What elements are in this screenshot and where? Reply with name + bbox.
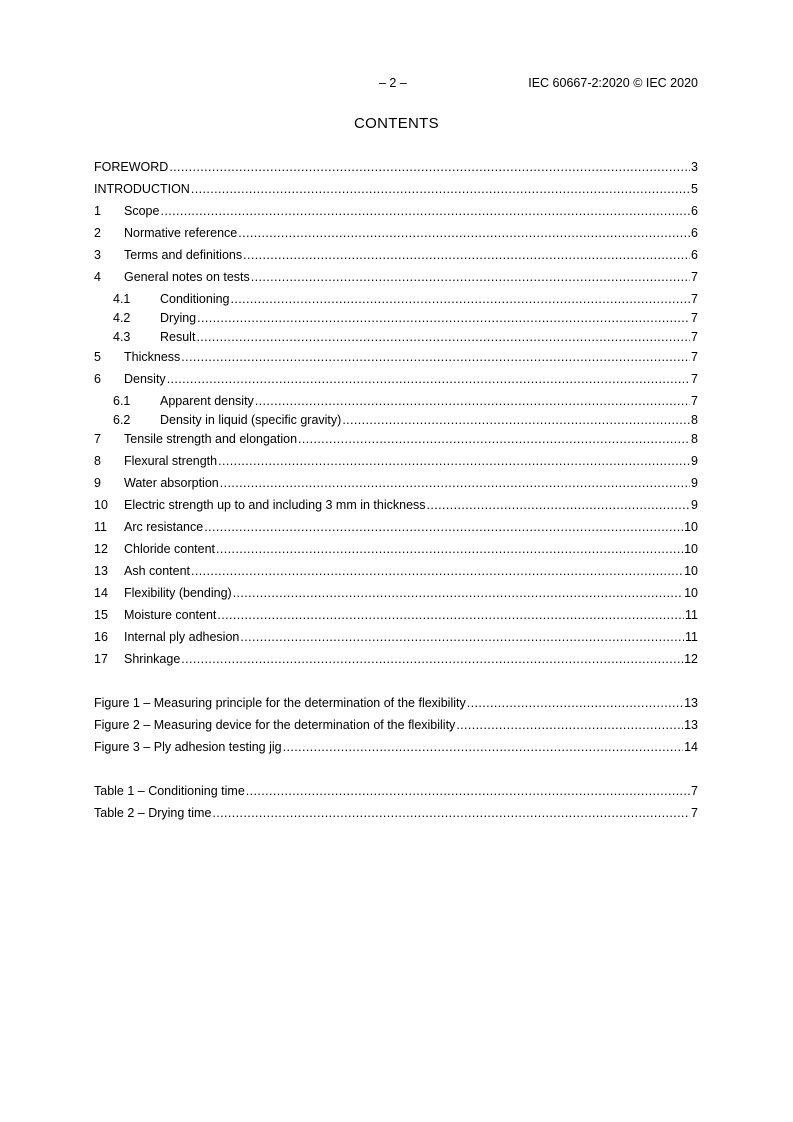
toc-entry-title: Normative reference	[124, 226, 238, 240]
figure-entry-1[interactable]	[94, 695, 698, 711]
toc-entry-page: 7	[691, 394, 698, 408]
toc-entry-number: 6.1	[113, 394, 131, 408]
toc-entry-10[interactable]	[94, 497, 698, 513]
toc-entry-page: 7	[691, 270, 698, 284]
toc-entry-title: Arc resistance	[124, 520, 204, 534]
toc-entry-page: 7	[691, 292, 698, 306]
toc-entry-title: Conditioning	[160, 292, 230, 306]
toc-entry-page: 7	[691, 311, 698, 325]
toc-entry-title: Apparent density	[160, 394, 254, 408]
toc-entry-page: 10	[684, 542, 698, 556]
toc-entry-4-1[interactable]	[94, 291, 698, 307]
contents-title: CONTENTS	[354, 115, 439, 132]
figure-entry-title: Figure 2 – Measuring device for the determination of the flexibility	[94, 718, 456, 732]
toc-entry-6[interactable]	[94, 371, 698, 387]
toc-entry-number: 6	[94, 372, 101, 386]
toc-entry-number: 4.1	[113, 292, 131, 306]
toc-entry-number: 9	[94, 476, 101, 490]
figure-entry-2[interactable]	[94, 717, 698, 733]
toc-entry-title: INTRODUCTION	[94, 182, 190, 196]
figure-entry-title: Figure 1 – Measuring principle for the determination of the flexibility	[94, 696, 466, 710]
table-entry-title: Table 2 – Drying time	[94, 806, 212, 820]
toc-entry-title: Flexibility (bending)	[124, 586, 232, 600]
toc-entry-2[interactable]	[94, 225, 698, 241]
toc-entry-11[interactable]	[94, 519, 698, 535]
toc-entry-page: 6	[691, 248, 698, 262]
toc-entry-title: Shrinkage	[124, 652, 181, 666]
toc-entry-number: 6.2	[113, 413, 131, 427]
toc-entry-title: Ash content	[124, 564, 191, 578]
toc-entry-number: 17	[94, 652, 108, 666]
toc-entry-16[interactable]	[94, 629, 698, 645]
toc-entry-title: Scope	[124, 204, 160, 218]
toc-entry-6-2[interactable]	[94, 412, 698, 428]
toc-entry-number: 3	[94, 248, 101, 262]
toc-entry-number: 11	[94, 520, 107, 534]
toc-entry-page: 8	[691, 413, 698, 427]
toc-entry-page: 8	[691, 432, 698, 446]
toc-entry-number: 15	[94, 608, 108, 622]
toc-entry-title: Density	[124, 372, 166, 386]
toc-entry-title: Drying	[160, 311, 197, 325]
toc-entry-page: 3	[691, 160, 698, 174]
toc-entry-4-2[interactable]	[94, 310, 698, 326]
toc-entry-title: Flexural strength	[124, 454, 218, 468]
figure-entry-page: 13	[684, 696, 698, 710]
toc-entry-page: 5	[691, 182, 698, 196]
toc-entry-number: 5	[94, 350, 101, 364]
toc-entry-number: 2	[94, 226, 101, 240]
toc-entry-page: 9	[691, 498, 698, 512]
document-reference: IEC 60667-2:2020 © IEC 2020	[528, 76, 698, 90]
figure-entry-3[interactable]	[94, 739, 698, 755]
toc-entry-3[interactable]	[94, 247, 698, 263]
table-entry-page: 7	[691, 806, 698, 820]
toc-entry-page: 12	[684, 652, 698, 666]
toc-entry-page: 10	[684, 564, 698, 578]
toc-entry-title: FOREWORD	[94, 160, 169, 174]
toc-entry-14[interactable]	[94, 585, 698, 601]
toc-entry-introduction[interactable]	[94, 181, 698, 197]
toc-entry-9[interactable]	[94, 475, 698, 491]
toc-entry-7[interactable]	[94, 431, 698, 447]
toc-entry-title: Tensile strength and elongation	[124, 432, 298, 446]
toc-entry-4-3[interactable]	[94, 329, 698, 345]
toc-entry-title: Chloride content	[124, 542, 216, 556]
toc-entry-number: 13	[94, 564, 108, 578]
toc-entry-number: 4.2	[113, 311, 131, 325]
toc-entry-1[interactable]	[94, 203, 698, 219]
table-entry-title: Table 1 – Conditioning time	[94, 784, 245, 798]
toc-entry-5[interactable]	[94, 349, 698, 365]
toc-entry-page: 7	[691, 330, 698, 344]
toc-entry-13[interactable]	[94, 563, 698, 579]
toc-entry-title: General notes on tests	[124, 270, 250, 284]
toc-entry-title: Terms and definitions	[124, 248, 243, 262]
toc-entry-8[interactable]	[94, 453, 698, 469]
toc-entry-number: 7	[94, 432, 101, 446]
toc-entry-page: 9	[691, 476, 698, 490]
toc-entry-page: 7	[691, 372, 698, 386]
toc-entry-4[interactable]	[94, 269, 698, 285]
figure-entry-page: 13	[684, 718, 698, 732]
toc-entry-6-1[interactable]	[94, 393, 698, 409]
table-entry-1[interactable]	[94, 783, 698, 799]
toc-entry-page: 9	[691, 454, 698, 468]
toc-entry-number: 16	[94, 630, 108, 644]
toc-entry-number: 10	[94, 498, 108, 512]
toc-entry-title: Moisture content	[124, 608, 217, 622]
toc-entry-title: Internal ply adhesion	[124, 630, 240, 644]
toc-entry-number: 12	[94, 542, 108, 556]
table-entry-page: 7	[691, 784, 698, 798]
page-header	[0, 76, 793, 92]
toc-entry-number: 14	[94, 586, 108, 600]
toc-entry-page: 7	[691, 350, 698, 364]
toc-entry-12[interactable]	[94, 541, 698, 557]
toc-entry-page: 10	[684, 586, 698, 600]
toc-entry-title: Electric strength up to and including 3 mm in thickness	[124, 498, 426, 512]
toc-entry-number: 8	[94, 454, 101, 468]
toc-entry-page: 11	[685, 608, 698, 622]
figure-entry-page: 14	[684, 740, 698, 754]
toc-entry-15[interactable]	[94, 607, 698, 623]
figure-entry-title: Figure 3 – Ply adhesion testing jig	[94, 740, 282, 754]
toc-entry-number: 4.3	[113, 330, 131, 344]
toc-entry-title: Result	[160, 330, 196, 344]
toc-entry-number: 1	[94, 204, 101, 218]
table-entry-2[interactable]	[94, 805, 698, 821]
toc-entry-page: 11	[685, 630, 698, 644]
toc-entry-number: 4	[94, 270, 101, 284]
toc-entry-title: Thickness	[124, 350, 181, 364]
toc-entry-foreword[interactable]	[94, 159, 698, 175]
toc-entry-page: 6	[691, 226, 698, 240]
toc-entry-17[interactable]	[94, 651, 698, 667]
toc-entry-page: 10	[684, 520, 698, 534]
toc-entry-page: 6	[691, 204, 698, 218]
page-number: – 2 –	[379, 76, 407, 90]
toc-entry-title: Water absorption	[124, 476, 219, 490]
toc-entry-title: Density in liquid (specific gravity)	[160, 413, 342, 427]
